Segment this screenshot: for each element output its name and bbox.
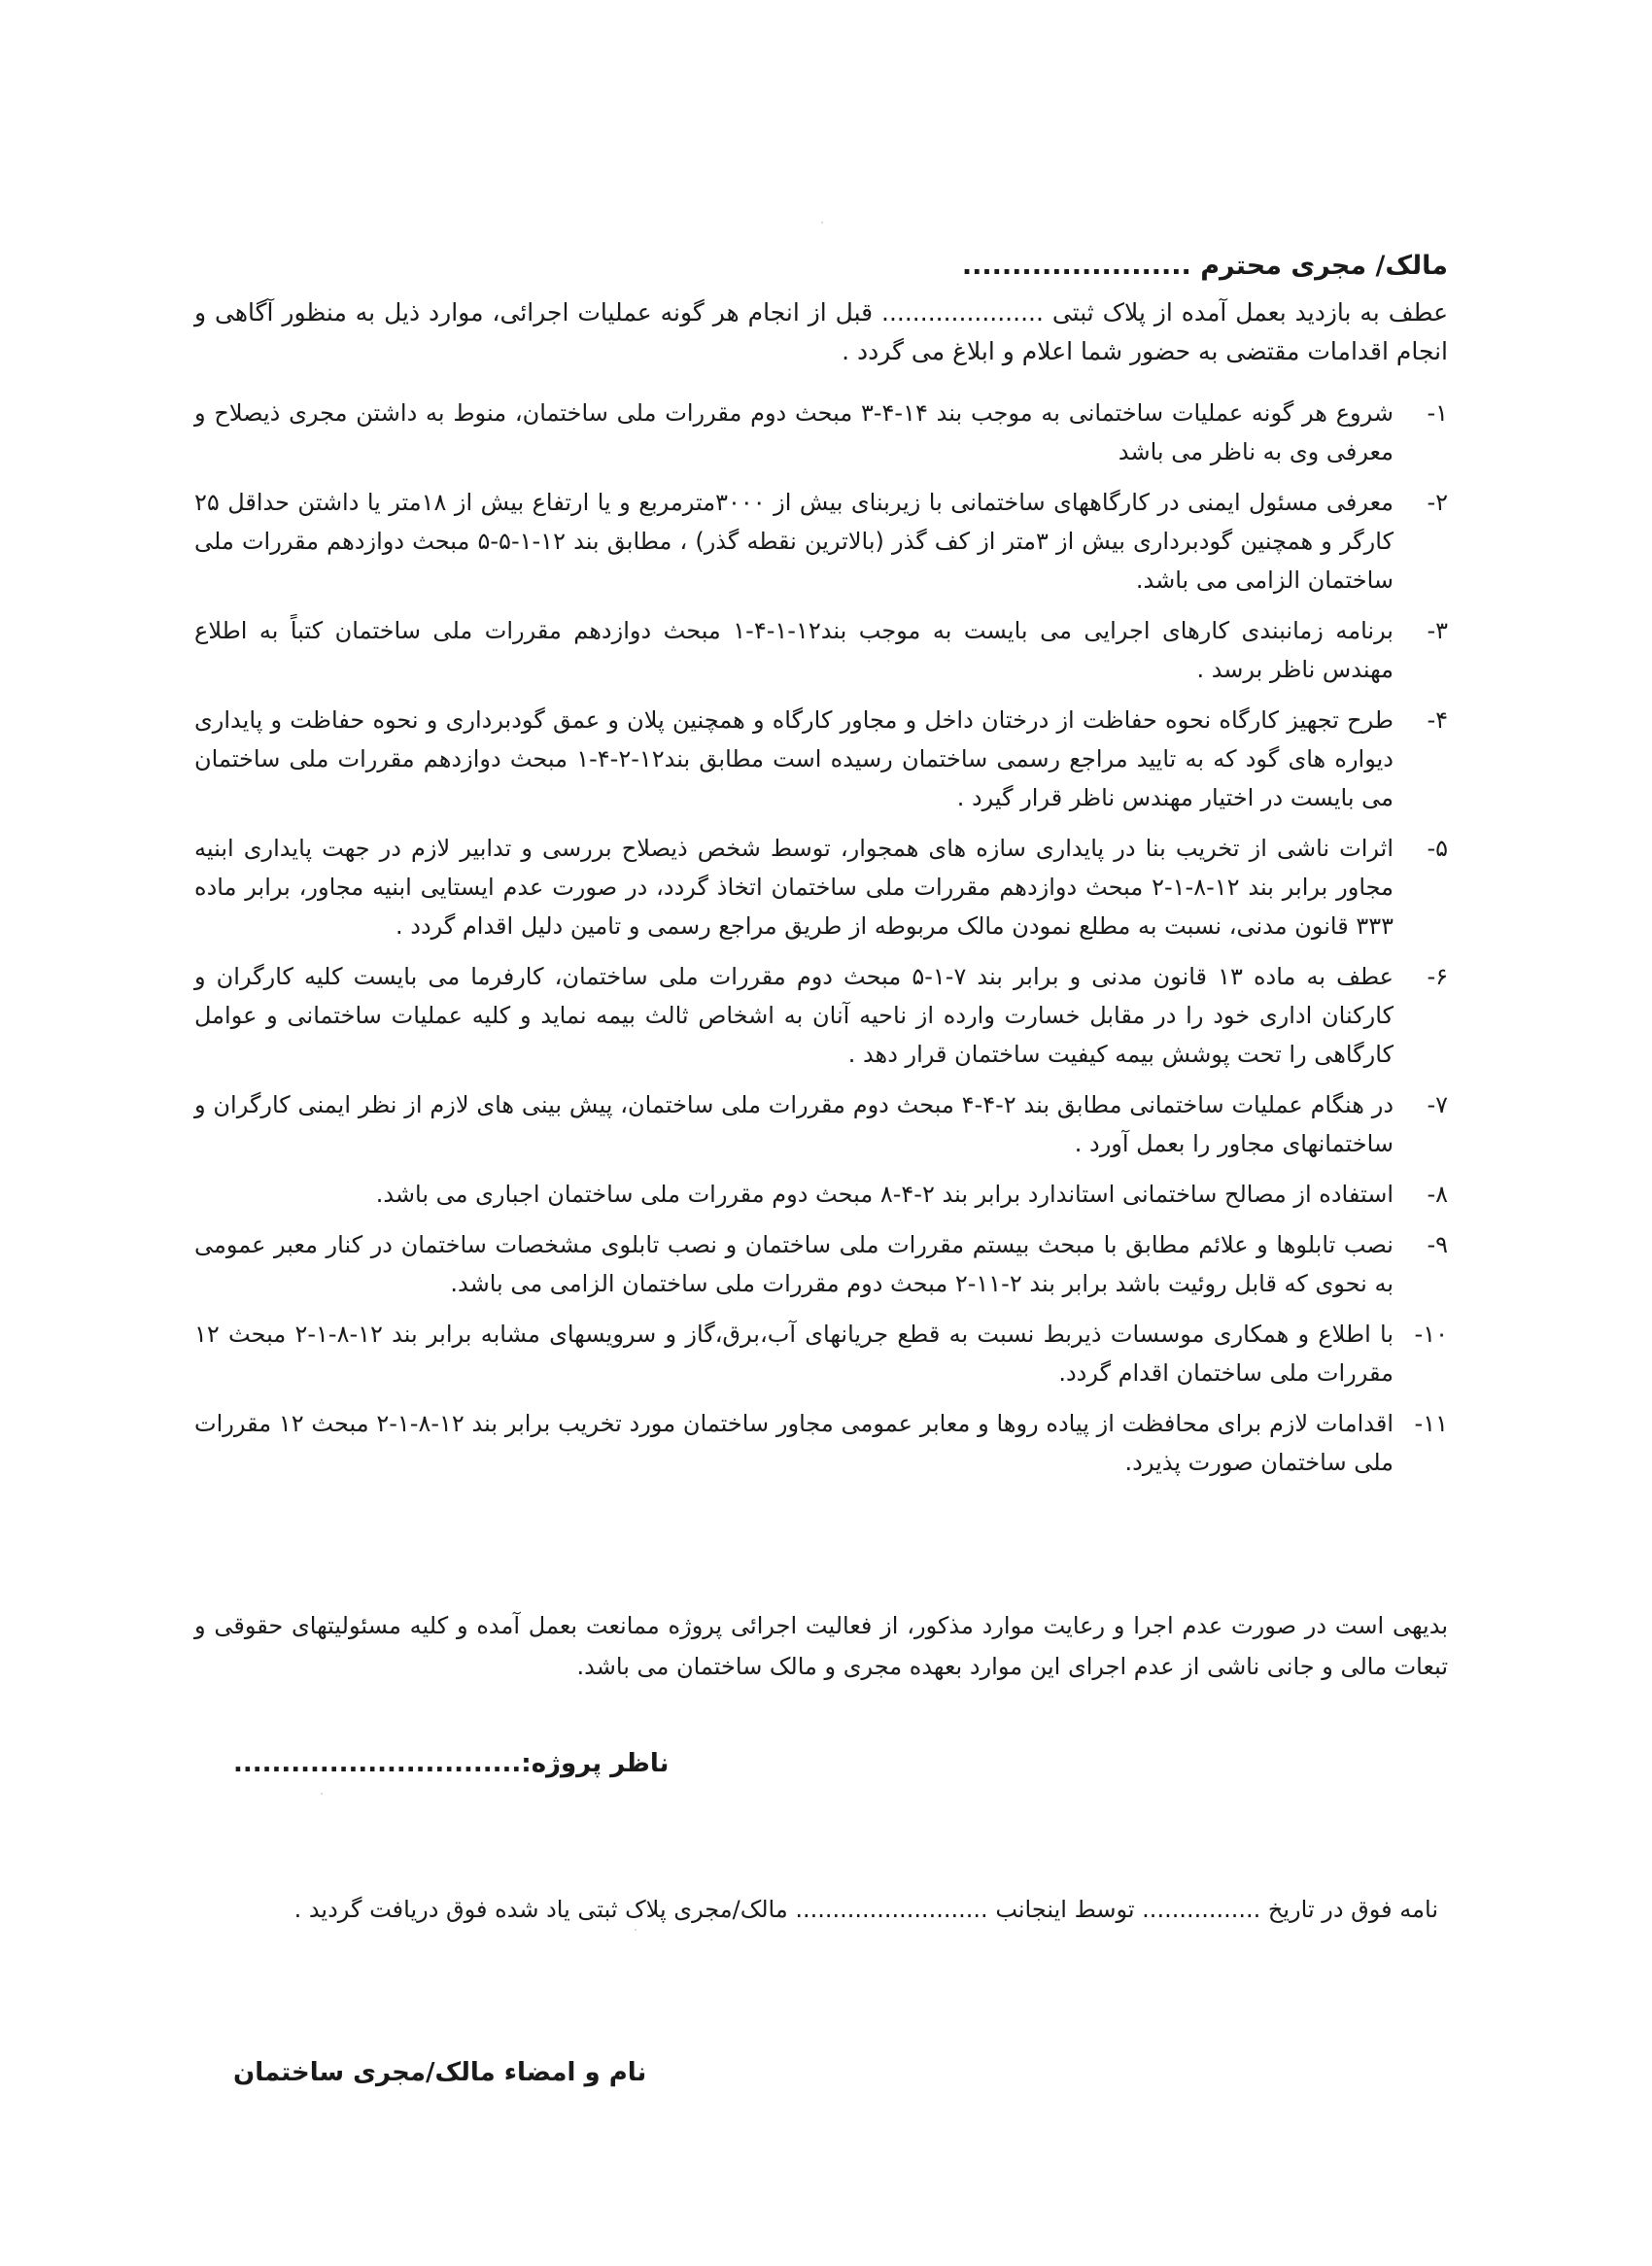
scan-speck [321,1793,323,1795]
item-text: عطف به ماده ۱۳ قانون مدنی و برابر بند ۷-۱-۵ مبحث دوم مقررات ملی ساختمان، کارفرما می بایست کلیه کارگران و کارکنان اداری خود را در مقابل خسارت وارده از ناحیه آنان به اشخاص ثالث بیمه نماید و کلیه عملیات ساختمانی و عوامل کارگاهی را تحت پوشش بیمه کیفیت ساختمان قرار دهد . [194,963,1394,1068]
item-number: ۹- [1427,1231,1448,1258]
owner-signature-label: نام و امضاء مالک/مجری ساختمان [233,2058,647,2087]
item-text: شروع هر گونه عملیات ساختمانی به موجب بند ۱۴-۴-۳ مبحث دوم مقررات ملی ساختمان، منوط به داشتن مجری ذیصلاح و معرفی وی به ناظر می باشد [194,399,1394,465]
item-number: ۸- [1427,1181,1448,1208]
list-item [194,829,1448,945]
list-item [194,1225,1448,1303]
intro-paragraph: عطف به بازدید بعمل آمده از پلاک ثبتی ..................... قبل از انجام هر گونه عملیات اجرائی، موارد ذیل به منظور آگاهی و انجام اقدامات مقتضی به حضور شما اعلام و ابلاغ می گردد . [194,298,1448,365]
item-text: در هنگام عملیات ساختمانی مطابق بند ۲-۴-۴ مبحث دوم مقررات ملی ساختمان، پیش بینی های لازم از نظر ایمنی کارگران و ساختمانهای مجاور را بعمل آورد . [194,1091,1394,1157]
project-supervisor-field: ناظر پروژه:.............................. [233,1749,670,1778]
list-item [194,483,1448,600]
item-text: برنامه زمانبندی کارهای اجرایی می بایست به موجب بند۱۲-۱-۴-۱ مبحث دوازدهم مقررات ملی ساختمان کتباً به اطلاع مهندس ناظر برسد . [194,617,1394,683]
list-item [194,957,1448,1074]
item-text: نصب تابلوها و علائم مطابق با مبحث بیستم مقررات ملی ساختمان و نصب تابلوی مشخصات ساختمان در کنار معبر عمومی به نحوی که قابل روئیت باشد برابر بند ۲-۱۱-۲ مبحث دوم مقررات ملی ساختمان الزامی می باشد. [194,1231,1394,1297]
scan-speck [635,1929,637,1931]
list-item [194,701,1448,817]
item-text: معرفی مسئول ایمنی در کارگاههای ساختمانی با زیربنای بیش از ۳۰۰۰مترمربع و یا ارتفاع بیش از ۱۸متر یا داشتن حداقل ۲۵ کارگر و همچنین گودبرداری بیش از ۳متر از کف گذر (بالاترین نقطه گذر) ، مطابق بند ۱۲-۱-۵-۵ مبحث دوازدهم مقررات ملی ساختمان الزامی می باشد. [194,489,1394,594]
item-number: ۱۰- [1414,1321,1448,1348]
list-item [194,394,1448,471]
list-item [194,1404,1448,1482]
item-number: ۶- [1427,963,1448,990]
item-number: ۵- [1427,835,1448,862]
list-item [194,611,1448,689]
receipt-acknowledgement: نامه فوق در تاریخ ................ توسط اینجانب .......................... مالک/مجری پلاک ثبتی یاد شده فوق دریافت گردید . [293,1896,1438,1923]
item-number: ۴- [1427,706,1448,734]
list-item [194,1175,1448,1214]
item-text: طرح تجهیز کارگاه نحوه حفاظت از درختان داخل و مجاور کارگاه و همچنین پلان و عمق گودبرداری و نحوه حفاظت و پایداری دیواره های گود که به تایید مراجع رسمی ساختمان رسیده است مطابق بند۱۲-۲-۴-۱ مبحث دوازدهم مقررات ملی ساختمان می بایست در اختیار مهندس ناظر قرار گیرد . [194,706,1394,811]
item-number: ۲- [1427,489,1448,516]
list-item [194,1315,1448,1392]
scan-speck [821,222,823,223]
item-text: اثرات ناشی از تخریب بنا در پایداری سازه های همجوار، توسط شخص ذیصلاح بررسی و تدابیر لازم در جهت پایداری ابنیه مجاور برابر بند ۱۲-۸-۱-۲ مبحث دوازدهم مقررات ملی ساختمان اتخاذ گردد، در صورت عدم ایستایی ابنیه مجاور، برابر ماده ۳۳۳ قانون مدنی، نسبت به مطلع نمودن مالک مربوطه از طریق مراجع رسمی و تامین دلیل اقدام گردد . [194,835,1394,940]
item-number: ۱- [1427,399,1448,427]
item-text: با اطلاع و همکاری موسسات ذیربط نسبت به قطع جریانهای آب،برق،گاز و سرویسهای مشابه برابر بند ۱۲-۸-۱-۲ مبحث ۱۲ مقررات ملی ساختمان اقدام گردد. [194,1321,1394,1387]
item-number: ۳- [1427,617,1448,644]
item-number: ۷- [1427,1091,1448,1118]
addressee-title: مالک/ مجری محترم ....................... [961,251,1448,281]
list-item [194,1085,1448,1163]
requirements-list [194,394,1448,1494]
closing-paragraph: بدیهی است در صورت عدم اجرا و رعایت موارد مذکور، از فعالیت اجرائی پروژه ممانعت بعمل آمده و کلیه مسئولیتهای حقوقی و تبعات مالی و جانی ناشی از عدم اجرای این موارد بعهده مجری و مالک ساختمان می باشد. [194,1612,1448,1680]
item-text: اقدامات لازم برای محافظت از پیاده روها و معابر عمومی مجاور ساختمان مورد تخریب برابر بند ۱۲-۸-۱-۲ مبحث ۱۲ مقررات ملی ساختمان صورت پذیرد. [194,1410,1394,1476]
item-number: ۱۱- [1414,1410,1448,1437]
item-text: استفاده از مصالح ساختمانی استاندارد برابر بند ۲-۴-۸ مبحث دوم مقررات ملی ساختمان اجباری می باشد. [375,1181,1394,1208]
